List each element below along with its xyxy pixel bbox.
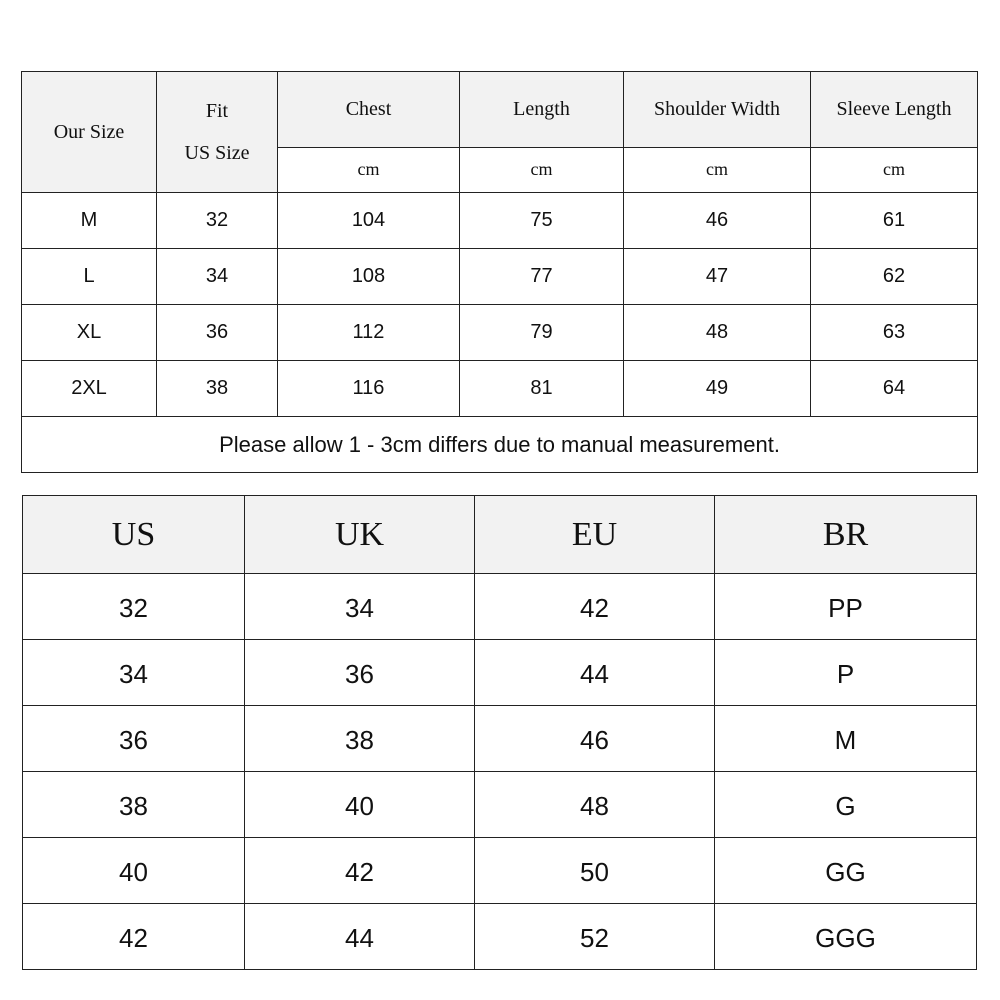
measurement-note: Please allow 1 - 3cm differs due to manual measurement.: [22, 417, 978, 473]
header-uk: UK: [245, 496, 475, 574]
table-row: [22, 305, 978, 361]
unit-shoulder-width: cm: [624, 147, 811, 192]
header-our-size: Our Size: [22, 72, 157, 193]
header-br: BR: [715, 496, 977, 574]
table-row: [23, 706, 977, 772]
cell-shoulder-width: 47: [624, 249, 811, 305]
header-shoulder-width: Shoulder Width: [624, 72, 811, 148]
cell-uk: 40: [245, 772, 475, 838]
cell-us: 36: [23, 706, 245, 772]
unit-length: cm: [460, 147, 624, 192]
cell-uk: 38: [245, 706, 475, 772]
cell-eu: 42: [475, 574, 715, 640]
cell-uk: 44: [245, 904, 475, 970]
cell-chest: 112: [278, 305, 460, 361]
header-us-size-label: US Size: [184, 142, 250, 164]
cell-length: 79: [460, 305, 624, 361]
header-fit-us-size: [157, 72, 278, 193]
cell-length: 77: [460, 249, 624, 305]
table-row: [23, 574, 977, 640]
size-chart-table: [21, 71, 978, 473]
cell-sleeve-length: 63: [811, 305, 978, 361]
cell-chest: 116: [278, 361, 460, 417]
cell-uk: 42: [245, 838, 475, 904]
cell-sleeve-length: 61: [811, 193, 978, 249]
cell-us: 38: [23, 772, 245, 838]
cell-uk: 36: [245, 640, 475, 706]
header-fit-label: Fit: [205, 100, 229, 122]
cell-us: 40: [23, 838, 245, 904]
cell-our-size: XL: [22, 305, 157, 361]
cell-length: 81: [460, 361, 624, 417]
table-row: [23, 838, 977, 904]
cell-chest: 104: [278, 193, 460, 249]
cell-br: PP: [715, 574, 977, 640]
cell-shoulder-width: 48: [624, 305, 811, 361]
size-conversion-table: [22, 495, 977, 970]
cell-uk: 34: [245, 574, 475, 640]
cell-br: G: [715, 772, 977, 838]
cell-us: 42: [23, 904, 245, 970]
cell-br: M: [715, 706, 977, 772]
cell-our-size: L: [22, 249, 157, 305]
cell-our-size: 2XL: [22, 361, 157, 417]
cell-us-size: 38: [157, 361, 278, 417]
cell-chest: 108: [278, 249, 460, 305]
cell-br: P: [715, 640, 977, 706]
table-row: [22, 249, 978, 305]
cell-us-size: 36: [157, 305, 278, 361]
cell-sleeve-length: 62: [811, 249, 978, 305]
cell-eu: 50: [475, 838, 715, 904]
unit-sleeve-length: cm: [811, 147, 978, 192]
table-row: [23, 772, 977, 838]
table-row: [22, 193, 978, 249]
header-chest: Chest: [278, 72, 460, 148]
cell-eu: 52: [475, 904, 715, 970]
cell-us-size: 32: [157, 193, 278, 249]
unit-chest: cm: [278, 147, 460, 192]
cell-us: 34: [23, 640, 245, 706]
cell-us-size: 34: [157, 249, 278, 305]
table-row: [23, 640, 977, 706]
header-length: Length: [460, 72, 624, 148]
cell-shoulder-width: 46: [624, 193, 811, 249]
cell-length: 75: [460, 193, 624, 249]
cell-eu: 48: [475, 772, 715, 838]
table-row: [23, 904, 977, 970]
table-row: [22, 361, 978, 417]
header-us: US: [23, 496, 245, 574]
header-sleeve-length: Sleeve Length: [811, 72, 978, 148]
cell-eu: 46: [475, 706, 715, 772]
cell-sleeve-length: 64: [811, 361, 978, 417]
header-eu: EU: [475, 496, 715, 574]
cell-br: GG: [715, 838, 977, 904]
cell-eu: 44: [475, 640, 715, 706]
cell-our-size: M: [22, 193, 157, 249]
cell-br: GGG: [715, 904, 977, 970]
cell-us: 32: [23, 574, 245, 640]
cell-shoulder-width: 49: [624, 361, 811, 417]
